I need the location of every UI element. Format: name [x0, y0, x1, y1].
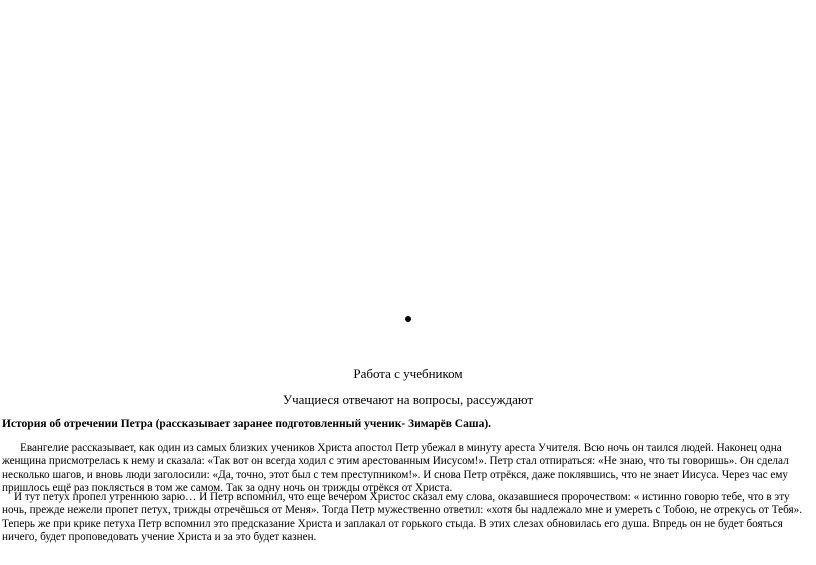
- story-paragraph-2: И тут петух пропел утреннюю зарю… И Петр вспомнил, что еще вечером Христос сказал ему слова, оказавшиеся пророчеством: « истинно говорю тебе, что в эту ночь, прежде нежели пропет петух, трижды отречёшься от Меня». Тогда Петр мужественно ответил: «хотя бы надлежало мне и умереть с Тобою, не отрекусь от Тебя». Теперь же при крике петуха Петр вспомнил это предсказание Христа и заплакал от горького стыда. В этих слезах обновилась его душа. Впредь он не будет бояться ничего, будет проповедовать учение Христа и за это будет казнен.: [2, 491, 803, 543]
- story-paragraph-1: Евангелие рассказывает, как один из самых близких учеников Христа апостол Петр убежал в минуту ареста Учителя. Всю ночь он таился людей. Наконец одна женщина присмотрелась к нему и сказала: «Так вот он всегда ходил с этим арестованным Иисусом!». Петр стал отпираться: «Не знаю, что ты говоришь». Он сделал несколько шагов, и вновь люди заголосили: «Да, точно, этот был с тем преступником!». И снова Петр отрёкся, даже поклявшись, что не знает Иисуса. Через час ему пришлось ещё раз поклясться в том же самом. Так за одну ночь он трижды отрёкся от Христа.: [2, 442, 789, 494]
- story-heading: История об отречении Петра (рассказывает заранее подготовленный ученик- Зимарёв Саша).: [2, 418, 492, 430]
- bullet-point: [405, 316, 411, 322]
- work-with-textbook-label: Работа с учебником: [353, 366, 463, 381]
- students-answer-label: Учащиеся отвечают на вопросы, рассуждают: [282, 392, 534, 407]
